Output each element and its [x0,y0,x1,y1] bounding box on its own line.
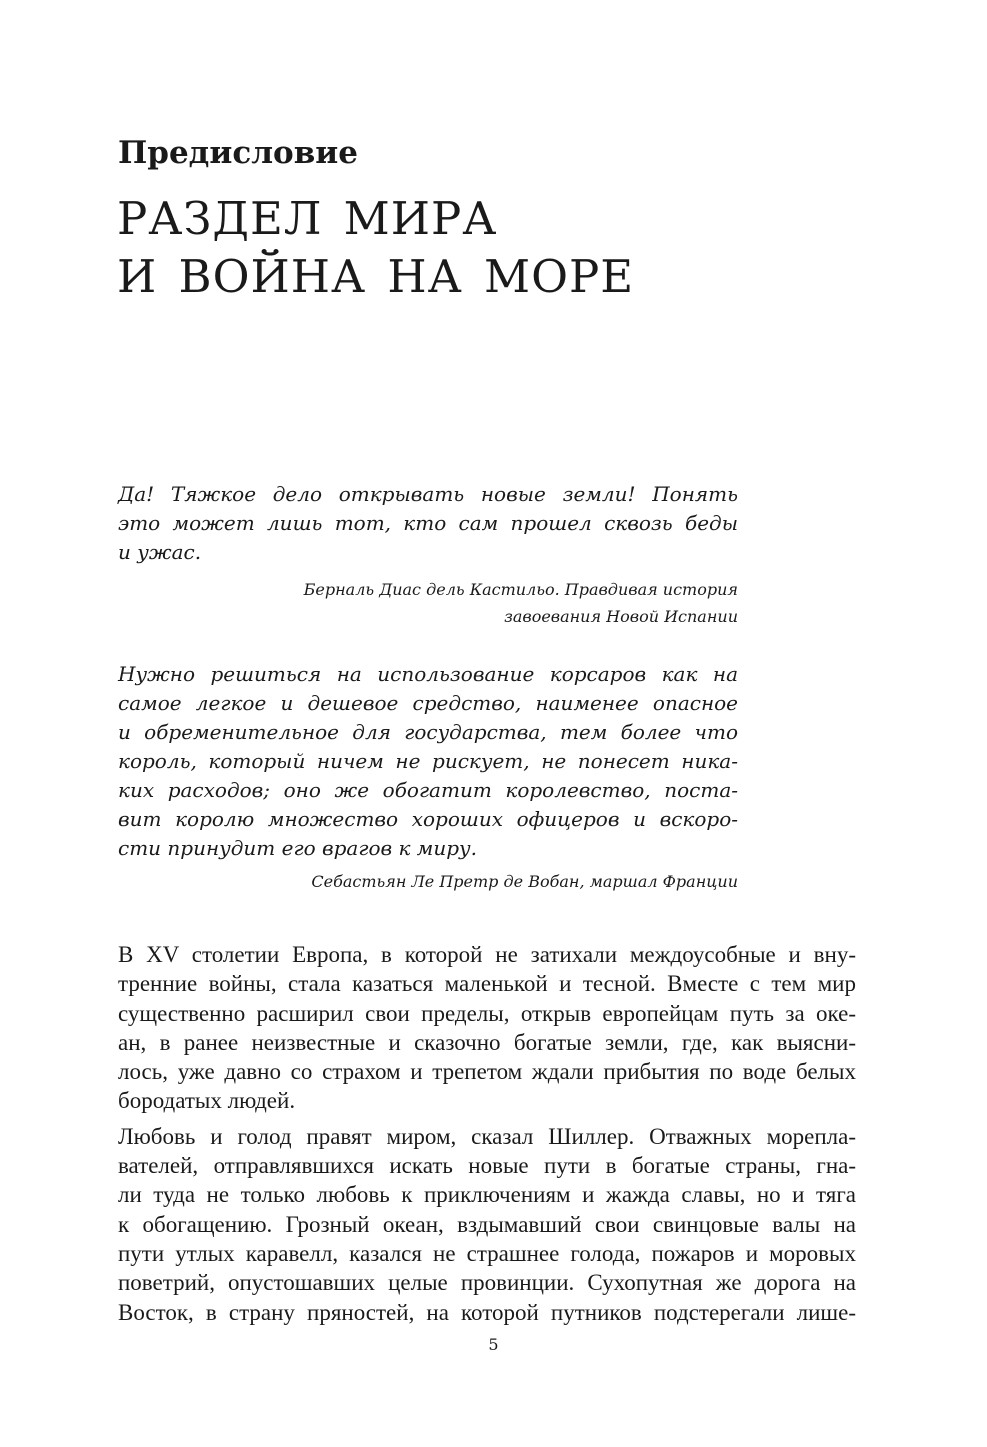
quote-line: и обременительное для государства, тем более что [118,720,738,744]
body-line: к обогащению. Грозный океан, вздымавший свои свинцовые валы на [118,1211,856,1237]
body-text [118,940,856,1327]
chapter-title-line: РАЗДЕЛ МИРА [117,192,498,245]
epigraph-quote [118,480,738,567]
body-line: Восток, в страну пряностей, на которой путников подстерегали лише- [118,1299,856,1325]
quote-line: король, который ничем не рискует, не понесет ника- [118,749,738,773]
page-number: 5 [488,1335,499,1354]
body-line: ли туда не только любовь к приключениям и жажда славы, но и тяга [118,1182,856,1208]
attribution-line: завоевания Новой Испании [504,607,738,626]
epigraph-attribution [118,868,738,895]
body-line: вателей, отправлявшихся искать новые пути в богатые страны, гна- [118,1153,856,1179]
epigraph [118,480,738,630]
epigraph [118,660,738,895]
quote-line: это может лишь тот, кто сам прошел сквозь беды [118,511,738,535]
body-line: В XV столетии Европа, в которой не затихали междоусобные и вну- [118,942,856,967]
quote-line: сти принудит его врагов к миру. [118,836,478,860]
attribution-line: Берналь Диас дель Кастильо. Правдивая история [303,580,738,599]
section-label: Предисловие [118,135,358,171]
body-line: существенно расширил свои пределы, открыв европейцам путь за оке- [118,1000,856,1026]
attribution-line: Себастьян Ле Претр де Вобан, маршал Франции [311,872,738,891]
body-line: бородатых людей. [118,1088,296,1114]
body-line: Любовь и голод правят миром, сказал Шиллер. Отважных морепла- [118,1123,856,1149]
epigraph-attribution [118,576,738,630]
quote-line: самое легкое и дешевое средство, наименее опасное [118,691,738,715]
paragraph [118,1122,856,1327]
body-line: ан, в ранее неизвестные и сказочно богатые земли, где, как выясни- [118,1029,856,1055]
quote-line: вит королю множество хороших офицеров и вскоро- [118,807,738,831]
chapter-title-line: И ВОЙНА НА МОРЕ [117,250,635,303]
body-line: пути утлых каравелл, казался не страшнее голода, пожаров и моровых [118,1240,856,1266]
quote-line: ких расходов; оно же обогатит королевство, поста- [118,778,738,802]
epigraph-quote [118,660,738,863]
body-line: поветрий, опустошавших целые провинции. Сухопутная же дорога на [118,1270,856,1296]
paragraph [118,940,856,1116]
quote-line: и ужас. [118,540,202,564]
body-line: лось, уже давно со страхом и трепетом ждали прибытия по воде белых [118,1059,856,1085]
body-line: тренние войны, стала казаться маленькой и тесной. Вместе с тем мир [118,971,856,997]
chapter-title [117,190,634,306]
quote-line: Да! Тяжкое дело открывать новые земли! Понять [118,482,738,506]
quote-line: Нужно решиться на использование корсаров как на [118,662,738,686]
